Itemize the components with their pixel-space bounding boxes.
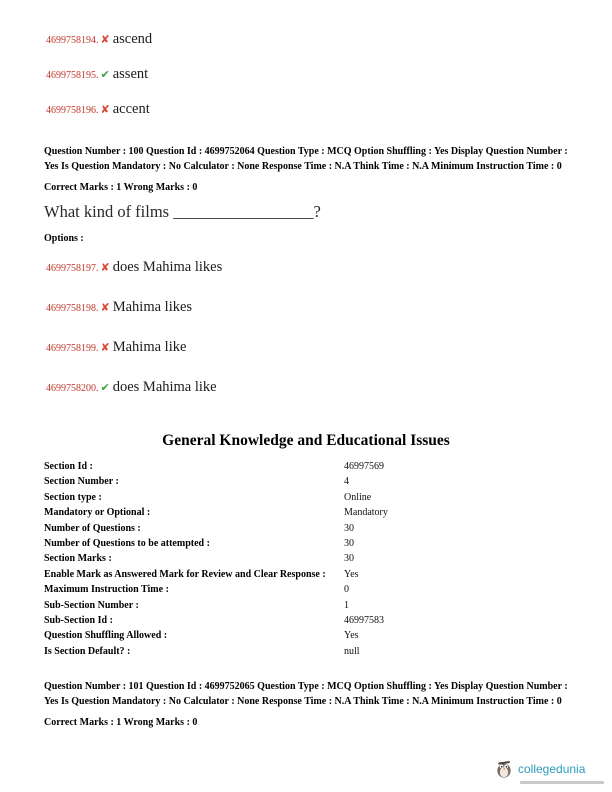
section-property-value: 30 xyxy=(344,553,354,565)
option-row xyxy=(46,100,568,118)
section-property-row xyxy=(44,567,568,582)
question-100-block xyxy=(44,144,568,396)
wrong-mark-icon: ✘ xyxy=(100,302,110,314)
option-text: Mahima like xyxy=(112,339,187,355)
question-marks: Correct Marks : 1 Wrong Marks : 0 xyxy=(44,182,198,193)
question-101-block xyxy=(44,679,568,728)
section-property-value: null xyxy=(344,645,360,657)
option-row xyxy=(46,338,568,356)
section-property-value: 46997569 xyxy=(344,461,384,472)
section-property-label: Question Shuffling Allowed : xyxy=(44,630,168,642)
section-property-row xyxy=(44,521,568,536)
option-id: 4699758196. xyxy=(46,105,99,116)
section-property-label: Section Number : xyxy=(44,476,119,488)
section-property-row xyxy=(44,644,568,659)
wrong-mark-icon: ✘ xyxy=(100,104,110,116)
option-text: does Mahima like xyxy=(112,379,217,395)
section-property-label: Number of Questions : xyxy=(44,522,141,534)
section-property-row xyxy=(44,459,568,474)
logo-tagline xyxy=(520,781,604,784)
wrong-mark-icon: ✘ xyxy=(100,342,110,354)
option-text: Mahima likes xyxy=(112,299,193,315)
section-property-value: Yes xyxy=(344,630,359,642)
correct-mark-icon: ✔ xyxy=(100,69,110,81)
section-property-row xyxy=(44,505,568,520)
option-id: 4699758198. xyxy=(46,303,99,314)
section-property-row xyxy=(44,490,568,505)
option-id: 4699758199. xyxy=(46,343,99,354)
option-row xyxy=(46,258,568,276)
section-property-label: Section type : xyxy=(44,491,102,503)
question-text: What kind of films _________________? xyxy=(44,202,321,221)
question-marks: Correct Marks : 1 Wrong Marks : 0 xyxy=(44,717,198,729)
section-property-value: 30 xyxy=(344,522,354,534)
option-row xyxy=(46,30,568,48)
section-property-value: 30 xyxy=(344,538,354,550)
section-property-row xyxy=(44,551,568,566)
question-header: Question Number : 100 Question Id : 4699752064 Question Type : MCQ Option Shuffling : Yes Display Question Number : Yes Is Question Mandatory : No Calculator : None Response Time : N.A Think Time : N.A Minimum Instruction Time : 0 xyxy=(44,146,568,172)
section-property-row xyxy=(44,582,568,597)
section-property-value: Mandatory xyxy=(344,507,388,519)
option-text: accent xyxy=(112,101,150,117)
section-property-label: Section Marks : xyxy=(44,553,112,565)
wrong-mark-icon: ✘ xyxy=(100,34,110,46)
option-id: 4699758195. xyxy=(46,70,99,81)
option-id: 4699758194. xyxy=(46,35,99,46)
section-property-label: Sub-Section Number : xyxy=(44,599,139,611)
section-property-label: Mandatory or Optional : xyxy=(44,507,151,519)
section-properties-table xyxy=(44,459,568,659)
section-property-label: Enable Mark as Answered Mark for Review and Clear Response : xyxy=(44,568,326,580)
section-property-row xyxy=(44,536,568,551)
section-property-label: Section Id : xyxy=(44,461,93,472)
section-property-row xyxy=(44,628,568,643)
section-property-row xyxy=(44,598,568,613)
option-text: does Mahima likes xyxy=(112,259,223,275)
correct-mark-icon: ✔ xyxy=(100,382,110,394)
section-property-value: Online xyxy=(344,491,372,503)
section-property-row xyxy=(44,474,568,489)
section-property-label: Maximum Instruction Time : xyxy=(44,584,169,596)
question-100-options xyxy=(44,258,568,396)
section-property-value: 46997583 xyxy=(344,615,384,627)
option-row xyxy=(46,378,568,396)
section-property-row xyxy=(44,613,568,628)
collegedunia-mascot-icon xyxy=(494,759,514,779)
section-property-value: 1 xyxy=(344,599,349,611)
previous-question-options xyxy=(44,30,568,118)
section-property-label: Number of Questions to be attempted : xyxy=(44,538,210,550)
section-property-value: 4 xyxy=(344,476,349,488)
section-property-label: Is Section Default? : xyxy=(44,645,131,657)
option-text: assent xyxy=(112,66,149,82)
brand-text: collegedunia xyxy=(518,762,586,776)
question-header: Question Number : 101 Question Id : 4699752065 Question Type : MCQ Option Shuffling : Yes Display Question Number : Yes Is Question Mandatory : No Calculator : None Response Time : N.A Think Time : N.A Minimum Instruction Time : 0 xyxy=(44,681,568,708)
options-label: Options : xyxy=(44,233,84,244)
section-title: General Knowledge and Educational Issues xyxy=(162,432,450,449)
option-id: 4699758200. xyxy=(46,383,99,394)
option-id: 4699758197. xyxy=(46,263,99,274)
section-property-label: Sub-Section Id : xyxy=(44,615,113,627)
option-row xyxy=(46,298,568,316)
section-property-value: 0 xyxy=(344,584,349,596)
option-text: ascend xyxy=(112,31,153,47)
collegedunia-logo xyxy=(494,759,604,784)
option-row xyxy=(46,65,568,83)
section-property-value: Yes xyxy=(344,568,359,580)
wrong-mark-icon: ✘ xyxy=(100,262,110,274)
section-info-block xyxy=(44,432,568,659)
